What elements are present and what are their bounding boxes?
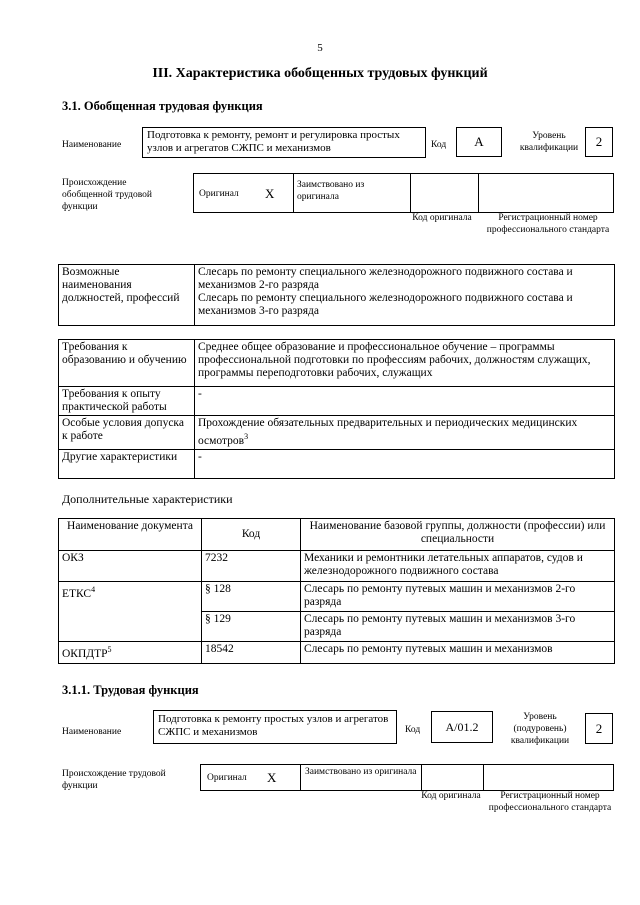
tf-origin-table — [200, 764, 614, 791]
req-other-value: - — [195, 449, 615, 478]
page-number: 5 — [317, 42, 323, 54]
etks-code-2: § 129 — [202, 612, 301, 642]
tf-level-label: Уровень (подуровень) квалификации — [510, 712, 570, 746]
req-experience-label: Требования к опыту практической работы — [59, 387, 195, 416]
tf-original-label: Оригинал — [207, 773, 247, 783]
requirements-table — [58, 339, 615, 479]
extra-table — [58, 518, 615, 664]
divider — [300, 765, 301, 790]
divider — [293, 174, 294, 212]
okpdtr-name: Слесарь по ремонту путевых машин и механизмов — [301, 642, 615, 664]
req-admission-value — [195, 416, 615, 450]
gtf-level-label: Уровень квалификации — [519, 131, 579, 153]
tf-reg-number-label: Регистрационный номер профессионального стандарта — [488, 791, 612, 813]
etks-code-1: § 128 — [202, 582, 301, 612]
gtf-level-value: 2 — [585, 127, 613, 157]
extra-heading: Дополнительные характеристики — [62, 492, 233, 506]
positions-table — [58, 264, 615, 326]
gtf-original-mark: X — [265, 186, 275, 201]
tf-code-value: А/01.2 — [431, 711, 493, 743]
okz-name: Механики и ремонтники летательных аппаратов, судов и железнодорожного подвижного состава — [301, 551, 615, 582]
tf-code-label: Код — [405, 725, 421, 735]
req-education-label: Требования к образованию и обучению — [59, 340, 195, 387]
etks-doc — [59, 582, 202, 642]
footnote-3: 3 — [244, 432, 249, 441]
okz-doc: ОКЗ — [59, 551, 202, 582]
gtf-name-label: Наименование — [62, 140, 122, 150]
etks-doc-text: ЕТКС — [62, 587, 92, 600]
gtf-origin-table — [193, 173, 614, 213]
tf-original-mark: X — [267, 770, 277, 785]
req-admission-label: Особые условия допуска к работе — [59, 416, 195, 450]
gtf-origin-code-label: Код оригинала — [412, 213, 472, 223]
gtf-original-label: Оригинал — [199, 189, 239, 199]
col-doc-header: Наименование документа — [59, 519, 202, 551]
okpdtr-doc — [59, 642, 202, 664]
footnote-5: 5 — [107, 645, 112, 654]
col-code-header: Код — [202, 519, 301, 551]
tf-origin-code-label: Код оригинала — [421, 791, 481, 801]
divider — [410, 174, 411, 212]
tf-name-label: Наименование — [62, 727, 122, 737]
footnote-4: 4 — [91, 585, 96, 594]
okz-code: 7232 — [202, 551, 301, 582]
positions-label: Возможные наименования должностей, профессий — [59, 265, 195, 326]
gtf-code-value: А — [456, 127, 502, 157]
tf-heading: 3.1.1. Трудовая функция — [62, 683, 199, 697]
gtf-borrowed-label: Заимствовано из оригинала — [297, 180, 365, 202]
divider — [478, 174, 479, 212]
gtf-code-label: Код — [431, 140, 447, 150]
positions-value-2: Слесарь по ремонту специального железнодорожного подвижного состава и механизмов 3-го разряда — [198, 292, 573, 317]
etks-name-1: Слесарь по ремонту путевых машин и механизмов 2-го разряда — [301, 582, 615, 612]
gtf-name-value: Подготовка к ремонту, ремонт и регулировка простых узлов и агрегатов СЖПС и механизмов — [142, 127, 426, 158]
tf-level-value: 2 — [585, 713, 613, 744]
okpdtr-doc-text: ОКПДТР — [62, 647, 108, 660]
req-education-value: Среднее общее образование и профессиональное обучение – программы профессиональной подготовки по профессиям рабочих, должностям служащих, программы переподготовки рабочих, служащих — [195, 340, 615, 387]
tf-name-value: Подготовка к ремонту простых узлов и агрегатов СЖПС и механизмов — [153, 710, 397, 744]
gtf-heading: 3.1. Обобщенная трудовая функция — [62, 99, 263, 113]
req-experience-value: - — [195, 387, 615, 416]
section-title: III. Характеристика обобщенных трудовых функций — [152, 66, 488, 81]
divider — [421, 765, 422, 790]
positions-value — [195, 265, 615, 326]
divider — [483, 765, 484, 790]
req-admission-text: Прохождение обязательных предварительных и периодических медицинских осмотров — [198, 417, 578, 447]
etks-name-2: Слесарь по ремонту путевых машин и механизмов 3-го разряда — [301, 612, 615, 642]
tf-borrowed-label: Заимствовано из оригинала — [305, 767, 417, 777]
gtf-origin-label: Происхождение обобщенной трудовой функции — [62, 178, 152, 212]
positions-value-1: Слесарь по ремонту специального железнодорожного подвижного состава и механизмов 2-го разряда — [198, 266, 573, 291]
col-group-header: Наименование базовой группы, должности (профессии) или специальности — [301, 519, 615, 551]
tf-origin-label: Происхождение трудовой функции — [62, 769, 166, 791]
okpdtr-code: 18542 — [202, 642, 301, 664]
gtf-reg-number-label: Регистрационный номер профессионального стандарта — [486, 213, 610, 235]
req-other-label: Другие характеристики — [59, 449, 195, 478]
